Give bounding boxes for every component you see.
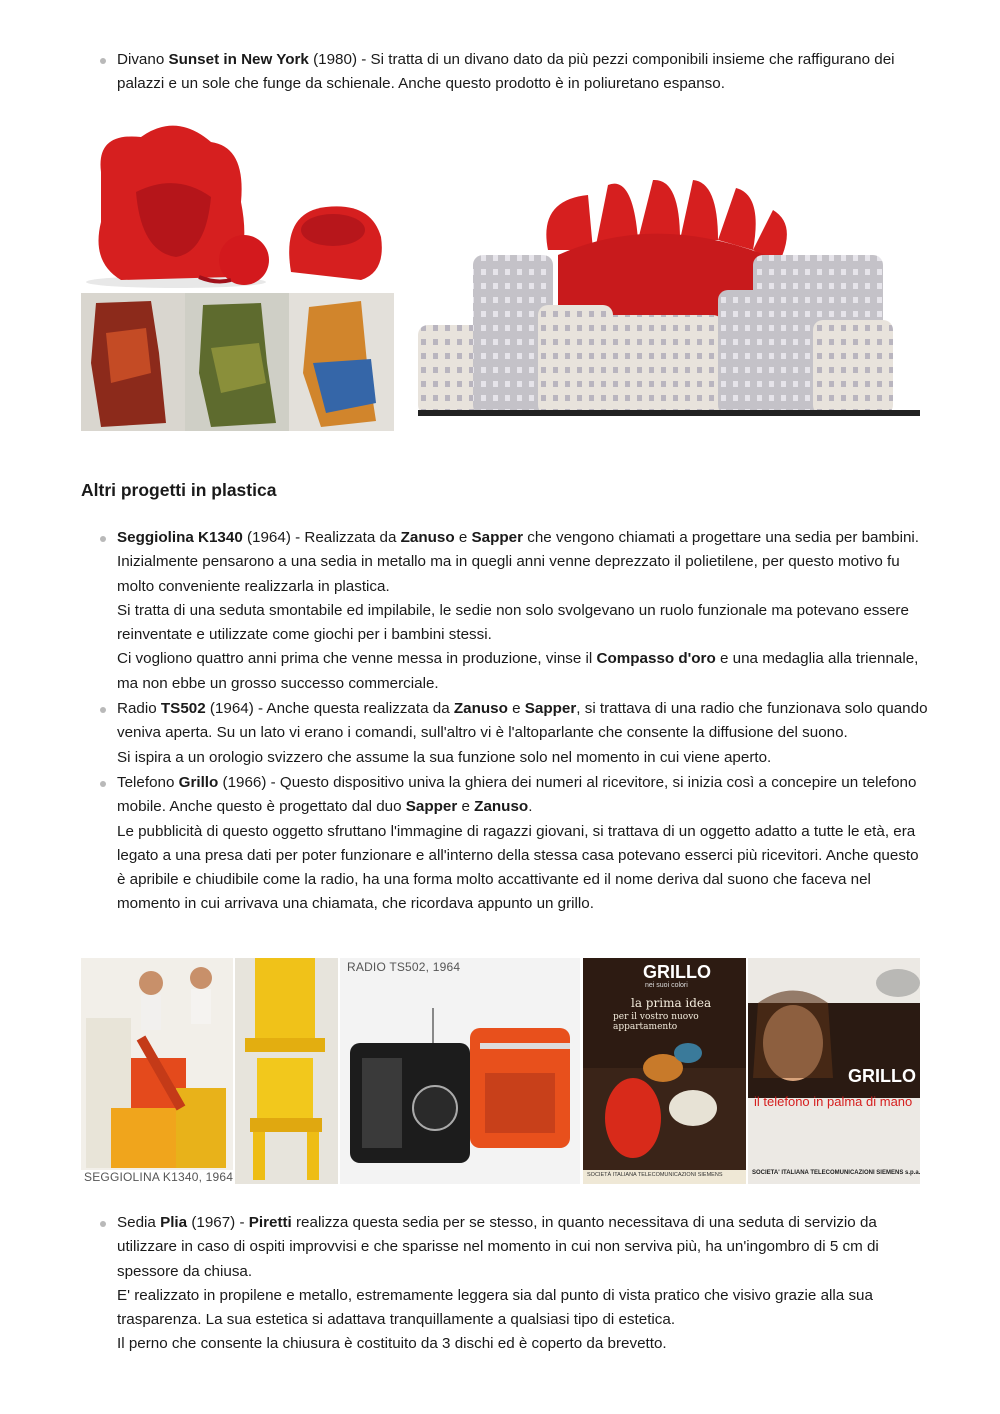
paragraph: [117, 697, 928, 746]
item-text: (1966) - Questo dispositivo univa la ghiera dei numeri al ricevitore, si inizia così a concepire un telefono mobile. Anche questo è progettato dal duo: [117, 773, 917, 816]
item-text: (1964) - Anche questa realizzata da: [205, 700, 454, 718]
paragraph: [117, 1211, 928, 1284]
item-bold: TS502: [160, 700, 206, 718]
image-radio-ts502: [340, 958, 580, 1184]
item-text: Ci vogliono quattro anni prima che venne messa in produzione, vinse il: [117, 650, 597, 668]
list-item-plia: [98, 1211, 928, 1357]
ad1-line1: la prima idea: [631, 996, 712, 1010]
caption-seggiolina: SEGGIOLINA K1340, 1964: [84, 1170, 234, 1184]
item-bold: Sunset in New York: [168, 51, 309, 68]
ad2-footer: SOCIETA' ITALIANA TELECOMUNICAZIONI SIEMENS s.p.a.: [752, 1170, 920, 1176]
item-text: e una medaglia alla triennale, ma non ebbe un grosso successo commerciale.: [117, 650, 919, 692]
item-text: che vengono chiamati a progettare una sedia per bambini. Inizialmente pensarono a una sedia in metallo ma in quegli anni venne deprezzato il polietilene, per questo motivo fu molto conveniente realizzarla in plastica.: [117, 529, 920, 595]
image-up-armchair: [81, 112, 394, 292]
item-text: Radio: [117, 700, 161, 718]
intro-list: [98, 48, 928, 98]
image-grillo-ad-2: [748, 958, 920, 1184]
paragraph: Il perno che consente la chiusura è costituito da 3 dischi ed è coperto da brevetto.: [117, 1335, 667, 1353]
item-text: Divano: [117, 51, 169, 68]
list-item-grillo: [98, 771, 928, 917]
paragraph: Si tratta di una seduta smontabile ed impilabile, le sedie non solo svolgevano un ruolo funzionale ma potevano essere reinventate e utilizzate come giochi per i bambini stessi.: [117, 601, 909, 644]
ad1-sub: nei suoi colori: [645, 982, 688, 989]
item-bold: Sapper: [405, 798, 458, 816]
item-text: Sedia: [117, 1214, 161, 1231]
item-bold: Sapper: [471, 529, 524, 546]
list-item-seggiolina: [98, 526, 928, 696]
image-sunset-sofa: [418, 140, 920, 420]
item-text: (1967) -: [187, 1214, 249, 1231]
plia-list: [98, 1211, 928, 1358]
image-yellow-chairs: [235, 958, 338, 1184]
item-text: e: [457, 798, 475, 816]
item-text: Telefono: [117, 773, 179, 791]
image-children-chairs: [81, 958, 233, 1170]
item-text: e: [454, 529, 472, 546]
item-bold: Sapper: [524, 700, 577, 718]
item-bold: Zanuso: [400, 529, 455, 546]
ad1-line2: per il vostro nuovo appartamento: [613, 1012, 699, 1032]
item-bold: Seggiolina K1340: [117, 529, 243, 546]
item-bold: Plia: [160, 1214, 188, 1231]
paragraph: [117, 771, 928, 820]
ad1-brand: GRILLO: [643, 962, 711, 982]
paragraph: Si ispira a un orologio svizzero che assume la sua funzione solo nel momento in cui viene aperto.: [117, 748, 772, 766]
caption-radio: RADIO TS502, 1964: [347, 960, 461, 974]
paragraph: Le pubblicità di questo oggetto sfruttano l'immagine di ragazzi giovani, si trattava di un oggetto adatto a tutte le età, era legato a una presa dati per poter funzionare e all'interno della stessa casa potevano esserci più ricevitori. Anche questo è apribile e chiudibile come la radio, ha una forma molto accattivante ed il nome deriva dal suono che faceva nel momento in cui arrivava una chiamata, che ricordava appunto un grillo.: [117, 822, 919, 913]
item-bold: Piretti: [248, 1214, 292, 1231]
item-bold: Zanuso: [474, 798, 529, 816]
ad1-footer: SOCIETÀ ITALIANA TELECOMUNICAZIONI SIEMENS: [587, 1172, 723, 1178]
item-text: , si trattava di una radio che funzionava solo quando veniva aperta. Su un lato vi erano i comandi, sull'altro vi è l'altoparlante che consente la diffusione del suono.: [117, 700, 928, 742]
item-text: realizza questa sedia per se stesso, in quanto necessitava di una seduta di servizio da utilizzare in caso di ospiti improvvisi e che sparisse nel momento in cui non serviva più, ha un'ingombro di 5 cm di spessore da chiusa.: [117, 1214, 879, 1280]
item-text: e: [507, 700, 525, 718]
item-bold: Grillo: [178, 773, 219, 791]
item-text: (1964) - Realizzata da: [242, 529, 401, 546]
plastic-projects-list: [98, 526, 928, 918]
ad2-tagline: il telefono in palma di mano: [754, 1094, 913, 1109]
paragraph: [117, 526, 928, 599]
ad2-brand: GRILLO: [848, 1066, 916, 1086]
list-item-sunset: [98, 48, 928, 97]
paragraph: [117, 647, 928, 696]
list-item-radio: [98, 697, 928, 770]
paragraph: E' realizzato in propilene e metallo, estremamente leggera sia dal punto di vista pratico che visivo grazie alla sua trasparenza. La sua estetica si adattava tranquillamente a qualsiasi tipo di estetica.: [117, 1286, 873, 1329]
item-bold: Zanuso: [453, 700, 508, 718]
section-title: Altri progetti in plastica: [81, 480, 277, 500]
item-text: .: [528, 798, 533, 816]
item-text: (1980) - Si tratta di un divano dato da più pezzi componibili insieme che raffigurano dei palazzi e un sole che funge da schienale. Anche questo prodotto è in poliuretano espanso.: [117, 51, 895, 93]
item-bold: Compasso d'oro: [596, 650, 716, 668]
image-grillo-ad-1: [583, 958, 746, 1184]
image-resin-chairs: [81, 293, 394, 431]
